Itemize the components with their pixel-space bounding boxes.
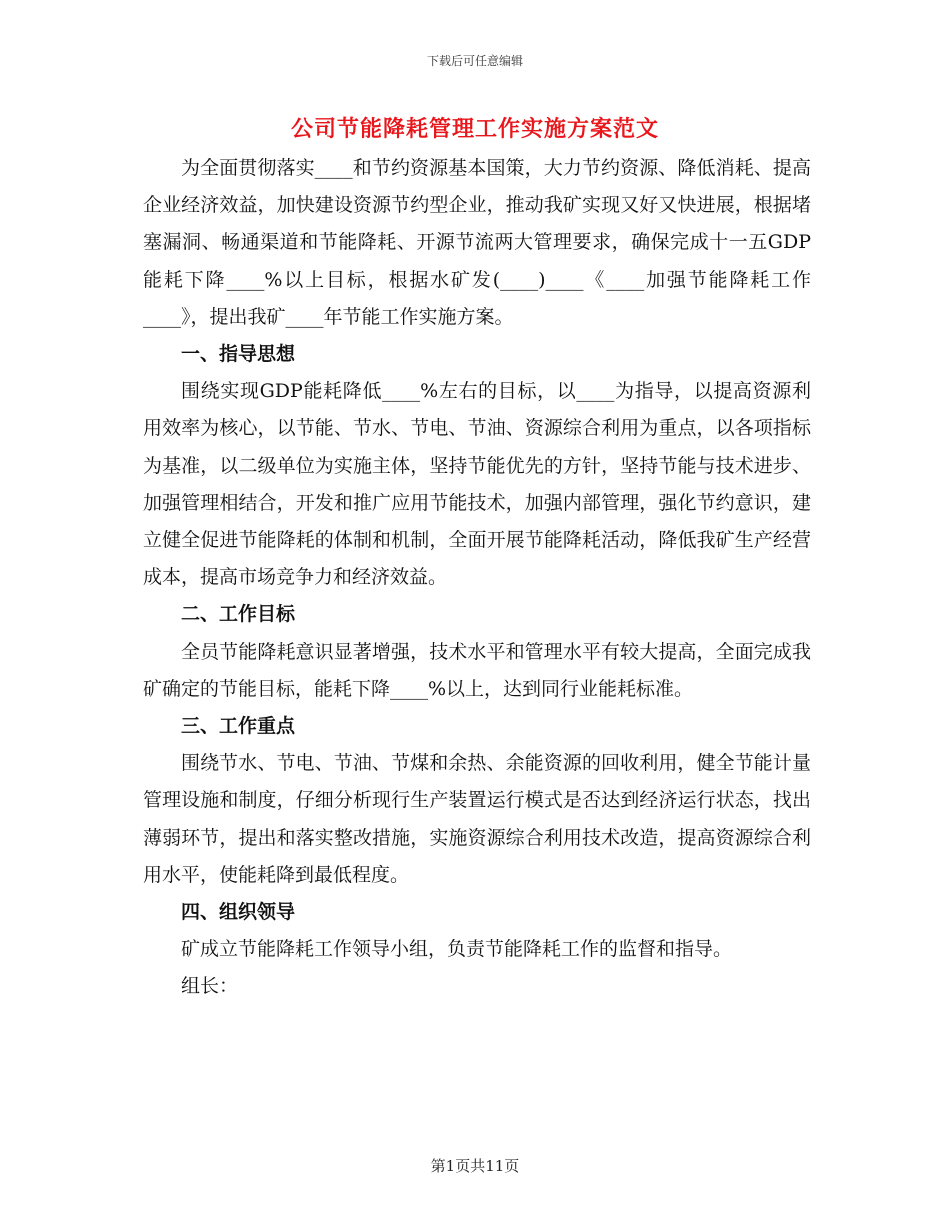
section-heading-work-focus: 三、工作重点 bbox=[181, 715, 296, 738]
page-footer-page-number: 第1页共11页 bbox=[430, 1157, 520, 1175]
section-text-guiding-ideology: 围绕实现GDP能耗降低____%左右的目标，以____为指导，以提高资源利用效率为核心，以节能、节水、节电、节油、资源综合利用为重点，以各项指标为基准，以二级单位为实施主体，坚持节能优先的方针，坚持节能与技术进步、加强管理相结合，开发和推广应用节能技术，加强内部管理，强化节约意识，建立健全促进节能降耗的体制和机制，全面开展节能降耗活动，降低我矿生产经营成本，提高市场竞争力和经济效益。 bbox=[143, 380, 811, 589]
page-header-note: 下载后可任意编辑 bbox=[426, 54, 523, 68]
section-text-organization: 矿成立节能降耗工作领导小组，负责节能降耗工作的监督和指导。 bbox=[181, 938, 733, 961]
leader-label: 组长： bbox=[181, 975, 239, 998]
section-text-work-goals: 全员节能降耗意识显著增强，技术水平和管理水平有较大提高，全面完成我矿确定的节能目标，能耗下降____%以上，达到同行业能耗标准。 bbox=[143, 640, 811, 700]
intro-paragraph: 为全面贯彻落实____和节约资源基本国策，大力节约资源、降低消耗、提高企业经济效益，加快建设资源节约型企业，推动我矿实现又好又快进展，根据堵塞漏洞、畅通渠道和节能降耗、开源节流两大管理要求，确保完成十一五GDP能耗下降____%以上目标，根据水矿发(____)____《____加强节能降耗工作____》，提出我矿____年节能工作实施方案。 bbox=[143, 157, 811, 328]
section-heading-guiding-ideology: 一、指导思想 bbox=[181, 343, 296, 366]
section-text-work-focus: 围绕节水、节电、节油、节煤和余热、余能资源的回收利用，健全节能计量管理设施和制度，仔细分析现行生产装置运行模式是否达到经济运行状态，找出薄弱环节，提出和落实整改措施，实施资源综合利用技术改造，提高资源综合利用水平，使能耗降到最低程度。 bbox=[143, 752, 811, 886]
section-heading-work-goals: 二、工作目标 bbox=[181, 603, 296, 626]
section-heading-organization: 四、组织领导 bbox=[181, 901, 296, 924]
document-title: 公司节能降耗管理工作实施方案范文 bbox=[290, 116, 659, 142]
document-body bbox=[143, 150, 811, 1006]
